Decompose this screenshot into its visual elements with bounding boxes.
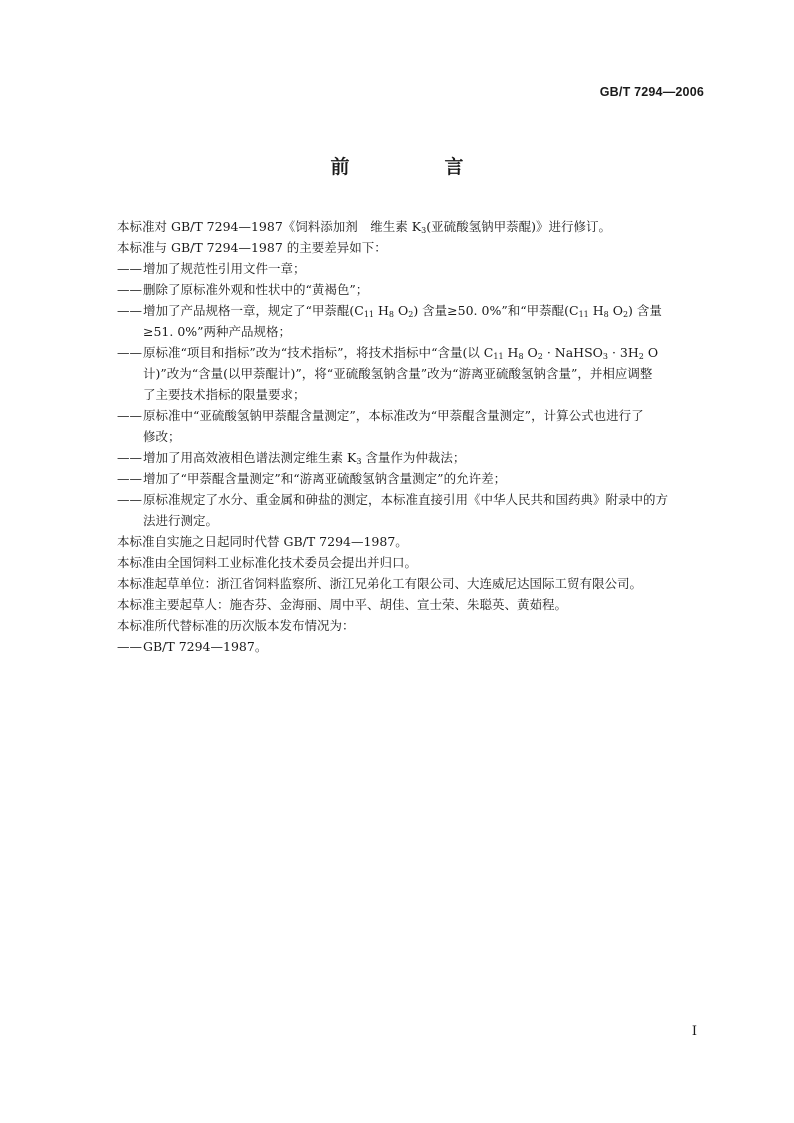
dash-bullet: ——: [117, 261, 142, 276]
text: ≥51. 0%”两种产品规格；: [143, 324, 292, 339]
text: 本标准所代替标准的历次版本发布情况为：: [117, 618, 355, 633]
paragraph: [117, 573, 705, 594]
list-item: [117, 258, 705, 279]
list-item: [117, 447, 705, 468]
text: 原标准“项目和指标”改为“技术指标”，将技术指标中“含量(以 $C_{11}$ $H_8$ $O_2$ · NaHSO$_3$ · $3H_2$ O: [143, 345, 659, 361]
dash-bullet: ——: [117, 471, 142, 486]
paragraph: [117, 531, 705, 552]
list-item-continuation: [117, 321, 705, 342]
text: 增加了产品规格一章，规定了“甲萘醌($C_{11}$ $H_8$ $O_2$) 含量≥50. 0%”和“甲萘醌($C_{11}$ $H_8$ $O_2$) 含量: [143, 303, 662, 319]
list-item-continuation: [117, 384, 705, 405]
text: 本标准对 GB/T 7294—1987《饲料添加剂 维生素 $K_3$(亚硫酸氢钠甲萘醌)》进行修订。: [117, 219, 611, 235]
text: 增加了用高效液相色谱法测定维生素 $K_3$ 含量作为仲裁法；: [143, 450, 466, 466]
dash-bullet: ——: [117, 303, 142, 318]
list-item: [117, 405, 705, 426]
paragraph: [117, 237, 705, 258]
list-item-continuation: [117, 363, 705, 384]
list-item: [117, 300, 705, 321]
text: 本标准与 GB/T 7294—1987 的主要差异如下：: [117, 240, 387, 255]
text: 计)”改为“含量(以甲萘醌计)”，将“亚硫酸氢钠含量”改为“游离亚硫酸氢钠含量”，并相应调整: [143, 366, 653, 381]
list-item: [117, 342, 705, 363]
text: 本标准自实施之日起同时代替 GB/T 7294—1987。: [117, 534, 408, 549]
list-item: [117, 636, 705, 657]
list-item: [117, 489, 705, 510]
text: 增加了“甲萘醌含量测定”和“游离亚硫酸氢钠含量测定”的允许差；: [143, 471, 507, 486]
page-number: I: [691, 1024, 697, 1039]
text: 删除了原标准外观和性状中的“黄褐色”；: [143, 282, 369, 297]
text: 法进行测定。: [143, 513, 219, 528]
text: 本标准主要起草人：施杏芬、金海丽、周中平、胡佳、宣士荣、朱聪英、黄茹程。: [117, 597, 568, 612]
dash-bullet: ——: [117, 492, 142, 507]
paragraph: [117, 216, 705, 237]
standard-number: GB/T 7294—2006: [599, 85, 704, 99]
paragraph: [117, 615, 705, 636]
text: GB/T 7294—1987。: [143, 639, 268, 654]
dash-bullet: ——: [117, 408, 142, 423]
dash-bullet: ——: [117, 345, 142, 360]
text: 修改；: [143, 429, 181, 444]
foreword-body: [117, 216, 705, 657]
list-item: [117, 468, 705, 489]
text: 增加了规范性引用文件一章；: [143, 261, 306, 276]
dash-bullet: ——: [117, 282, 142, 297]
paragraph: [117, 552, 705, 573]
list-item-continuation: [117, 510, 705, 531]
text: 原标准规定了水分、重金属和砷盐的测定，本标准直接引用《中华人民共和国药典》附录中的方: [143, 492, 669, 507]
paragraph: [117, 594, 705, 615]
text: 本标准由全国饲料工业标准化技术委员会提出并归口。: [117, 555, 418, 570]
list-item-continuation: [117, 426, 705, 447]
list-item: [117, 279, 705, 300]
text: 本标准起草单位：浙江省饲料监察所、浙江兄弟化工有限公司、大连威尼达国际工贸有限公司。: [117, 576, 643, 591]
text: 原标准中“亚硫酸氢钠甲萘醌含量测定”，本标准改为“甲萘醌含量测定”，计算公式也进行了: [143, 408, 644, 423]
text: 了主要技术指标的限量要求；: [143, 387, 306, 402]
dash-bullet: ——: [117, 450, 142, 465]
page-title: 前 言: [330, 156, 502, 178]
dash-bullet: ——: [117, 639, 142, 654]
